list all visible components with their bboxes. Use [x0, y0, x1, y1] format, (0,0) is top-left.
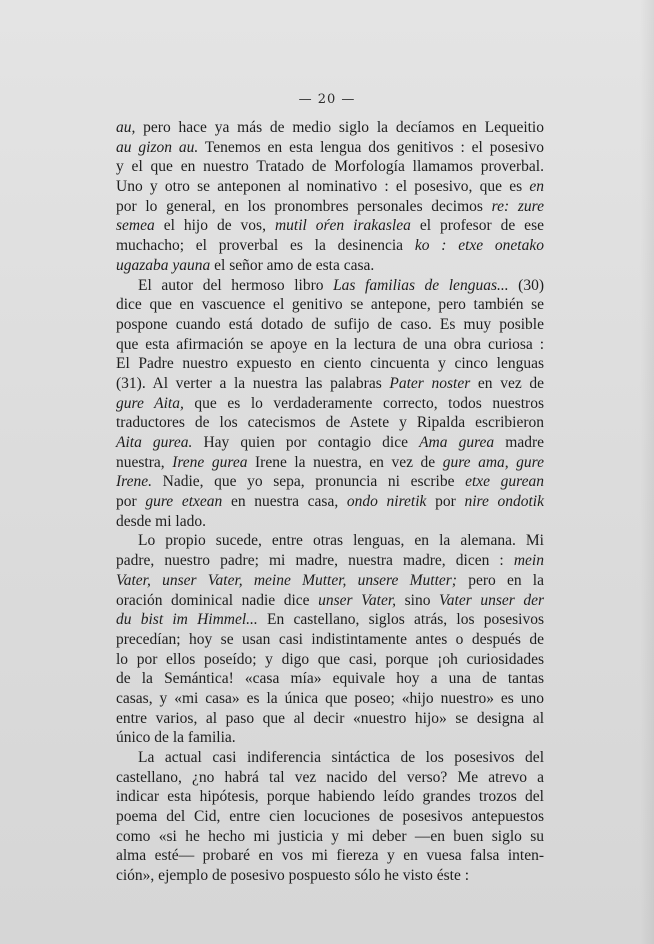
- text-line: [116, 787, 544, 807]
- text-segment: el hijo de vos,: [154, 217, 275, 235]
- italic-text: re: zure: [491, 197, 544, 215]
- body-text: [116, 118, 544, 886]
- text-segment: Hay quien por contagio dice: [192, 434, 420, 451]
- italic-text: semea: [116, 217, 155, 235]
- italic-text: Vater, unser Vater, meine Mutter, unsere Mutter;: [116, 571, 457, 589]
- text-segment: entre varios, al paso que al decir «nuestro hijo» se designa al: [116, 709, 544, 727]
- text-line: [116, 630, 544, 650]
- italic-text: du bist im Himmel...: [116, 611, 258, 629]
- text-segment: madre: [494, 434, 544, 451]
- page-number: — 20 —: [298, 92, 356, 107]
- text-segment: lo por ellos poseído; y digo que casi, porque ¡oh curiosidades: [116, 650, 544, 668]
- text-segment: Tenemos en esta lengua dos genitivos : el posesivo: [198, 138, 545, 156]
- text-segment: por: [116, 493, 146, 511]
- text-line: [116, 157, 544, 177]
- text-segment: Nadie, que yo sepa, pronuncia ni escribe: [152, 473, 466, 491]
- text-segment: oración dominical nadie dice: [116, 591, 319, 609]
- text-segment: alma esté— probaré en vos mi fiereza y en vuesa falsa inten-: [116, 847, 544, 865]
- text-line: [116, 531, 544, 551]
- text-line: [116, 492, 544, 512]
- text-segment: (31). Al verter a la nuestra las palabras: [116, 374, 390, 392]
- italic-text: gure Aita,: [116, 394, 184, 412]
- text-segment: Uno y otro se anteponen al nominativo : el posesivo, que es: [116, 178, 530, 196]
- text-segment: en nuestra casa,: [222, 493, 347, 511]
- text-segment: poema del Cid, entre cien locuciones de posesivos antepuestos: [116, 808, 544, 826]
- text-line: [116, 394, 544, 414]
- text-line: [116, 768, 544, 788]
- italic-text: Las familias de lenguas...: [333, 276, 509, 294]
- text-line: [116, 335, 544, 355]
- text-segment: muchacho; el proverbal es la desinencia: [116, 237, 415, 255]
- text-line: [116, 591, 544, 611]
- italic-text: Ama gurea: [419, 434, 495, 451]
- italic-text: ko : etxe onetako: [414, 237, 544, 255]
- text-line: [116, 512, 544, 532]
- text-line: [116, 177, 544, 197]
- text-segment: padre, nuestro padre; mi madre, nuestra madre, dicen :: [116, 552, 514, 570]
- text-line: [116, 610, 544, 630]
- italic-text: Irene gurea: [172, 453, 248, 471]
- italic-text: ugazaba yauna: [116, 256, 211, 274]
- text-segment: pospone cuando está dotado de sufijo de caso. Es muy posible: [116, 315, 544, 333]
- text-line: [116, 551, 544, 571]
- text-line: [116, 472, 544, 492]
- text-line: [116, 118, 544, 138]
- italic-text: Irene.: [116, 473, 153, 491]
- italic-text: gure ama, gure: [442, 453, 545, 471]
- text-segment: precedían; hoy se usan casi indistintamente antes o después de: [116, 630, 544, 648]
- text-line: [116, 866, 544, 886]
- text-line: [116, 256, 544, 276]
- text-line: [116, 295, 544, 315]
- italic-text: Aita gurea.: [116, 434, 193, 451]
- italic-text: unser Vater,: [318, 591, 397, 609]
- text-line: [116, 709, 544, 729]
- italic-text: nire ondotik: [464, 493, 544, 511]
- text-segment: como «si he hecho mi justicia y mi deber —en buen siglo su: [116, 827, 544, 845]
- text-segment: Irene la nuestra, en vez de: [247, 453, 443, 471]
- text-line: [116, 748, 544, 768]
- italic-text: mutil oŕen irakaslea: [274, 217, 411, 235]
- text-segment: indicar esta hipótesis, porque habiendo leído grandes trozos del: [116, 788, 544, 806]
- text-line: [116, 669, 544, 689]
- text-line: [116, 354, 544, 374]
- italic-text: en: [529, 178, 544, 196]
- text-segment: En castellano, siglos atrás, los posesivos: [257, 611, 544, 629]
- text-line: [116, 374, 544, 394]
- text-segment: que esta afirmación se apoye en la lectura de una obra curiosa :: [116, 335, 544, 353]
- text-line: [116, 571, 544, 591]
- text-segment: por: [426, 493, 465, 511]
- text-segment: casas, y «mi casa» es la única que poseo; «hijo nuestro» es uno: [116, 689, 544, 707]
- text-line: [116, 846, 544, 866]
- italic-text: au,: [116, 119, 136, 136]
- text-segment: ción», ejemplo de posesivo pospuesto sólo he visto éste :: [116, 867, 470, 885]
- text-segment: por lo general, en los pronombres personales decimos: [116, 197, 492, 215]
- text-segment: castellano, ¿no habrá tal vez nacido del verso? Me atrevo a: [116, 768, 544, 786]
- italic-text: gure etxean: [145, 493, 223, 511]
- text-segment: de la Semántica! «casa mía» equivale hoy a una de tantas: [116, 670, 544, 688]
- text-segment: que es lo verdaderamente correcto, todos nuestros: [183, 394, 544, 412]
- italic-text: Pater noster: [389, 374, 471, 392]
- text-segment: La actual casi indiferencia sintáctica de los posesivos del: [138, 749, 544, 766]
- text-segment: pero en la: [456, 571, 544, 589]
- text-segment: pero hace ya más de medio siglo la decíamos en Lequeitio: [135, 119, 544, 136]
- text-segment: traductores de los catecismos de Astete y Ripalda escribieron: [116, 414, 544, 432]
- text-line: [116, 413, 544, 433]
- text-segment: (30): [508, 276, 545, 294]
- text-segment: sino: [396, 591, 440, 609]
- text-line: [116, 315, 544, 335]
- text-segment: nuestra,: [116, 453, 173, 471]
- text-line: [116, 197, 544, 217]
- italic-text: mein: [513, 552, 544, 570]
- text-line: [116, 138, 544, 158]
- text-line: [116, 236, 544, 256]
- text-line: [116, 689, 544, 709]
- italic-text: etxe gurean: [465, 473, 544, 491]
- italic-text: au gizon au.: [116, 138, 199, 156]
- text-segment: Lo propio sucede, entre otras lenguas, en la alemana. Mi: [138, 532, 544, 550]
- text-segment: desde mi lado.: [116, 512, 206, 530]
- text-line: [116, 827, 544, 847]
- italic-text: ondo niretik: [346, 493, 427, 511]
- page-edge-shadow: [640, 0, 654, 944]
- text-segment: El autor del hermoso libro: [138, 276, 334, 294]
- text-segment: el profesor de ese: [410, 217, 544, 235]
- text-segment: el señor amo de esta casa.: [210, 256, 375, 274]
- text-line: [116, 807, 544, 827]
- text-line: [116, 453, 544, 473]
- text-segment: y el que en nuestro Tratado de Morfología llamamos proverbal.: [116, 158, 544, 176]
- text-segment: único de la familia.: [116, 729, 236, 747]
- text-segment: en vez de: [470, 374, 544, 392]
- text-line: [116, 276, 544, 296]
- text-segment: dice que en vascuence el genitivo se antepone, pero también se: [116, 296, 544, 314]
- text-segment: El Padre nuestro expuesto en ciento cincuenta y cinco lenguas: [116, 355, 544, 373]
- italic-text: Vater unser der: [439, 591, 545, 609]
- text-line: [116, 216, 544, 236]
- text-line: [116, 650, 544, 670]
- text-line: [116, 433, 544, 453]
- text-line: [116, 728, 544, 748]
